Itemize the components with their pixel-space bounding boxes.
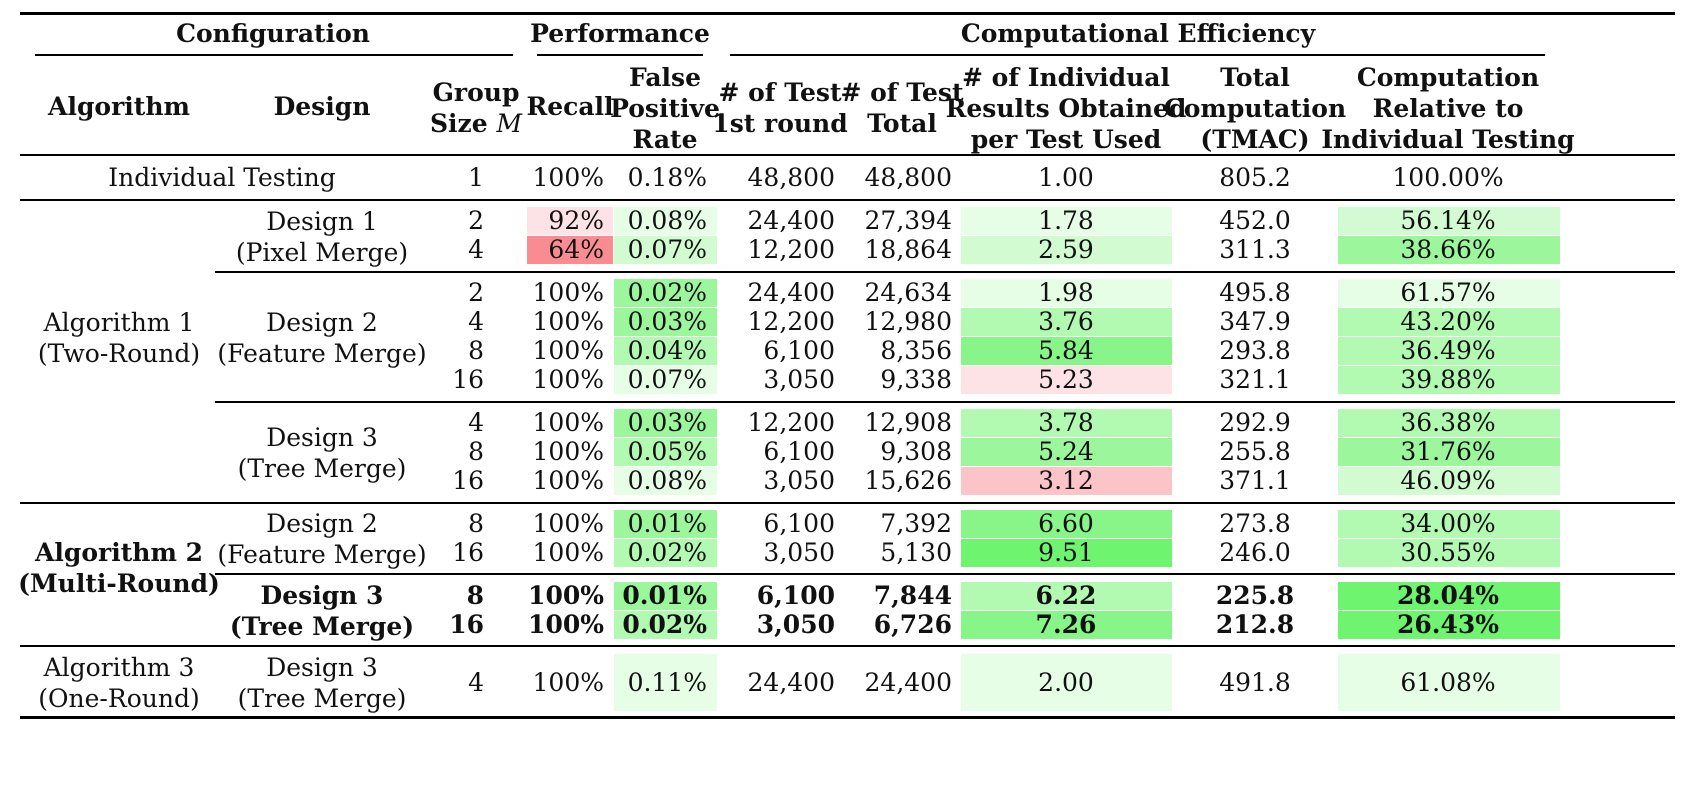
cell-rel: 39.88%	[1400, 365, 1496, 394]
cell-recall: 100%	[532, 437, 604, 466]
label-design-2-name: Design 2	[266, 308, 378, 337]
cell-per: 5.23	[1038, 365, 1094, 394]
cell-recall: 64%	[548, 235, 604, 264]
cell-rel: 46.09%	[1400, 466, 1496, 495]
cell-fpr: 0.04%	[627, 336, 707, 365]
cell-first: 6,100	[763, 336, 835, 365]
cell-total: 9,338	[880, 365, 952, 394]
label-alg2-design-3-sub: (Tree Merge)	[229, 612, 415, 641]
cell-M: 4	[468, 668, 484, 697]
cell-rel: 34.00%	[1400, 509, 1496, 538]
label-design-3	[238, 422, 407, 484]
cell-tmac: 321.1	[1219, 365, 1291, 394]
cell-fpr: 0.03%	[627, 307, 707, 336]
cell-recall: 100%	[532, 336, 604, 365]
cell-tmac: 495.8	[1219, 278, 1291, 307]
cell-tmac: 225.8	[1215, 581, 1295, 610]
cell-first: 3,050	[763, 466, 835, 495]
cell-first: 12,200	[747, 408, 835, 437]
label-alg3-design-3	[238, 652, 407, 714]
cell-total: 24,634	[864, 278, 952, 307]
label-alg3-design-3-name: Design 3	[266, 653, 378, 682]
cell-tmac: 311.3	[1219, 235, 1291, 264]
label-design-3-name: Design 3	[266, 423, 378, 452]
cell-fpr: 0.07%	[627, 235, 707, 264]
cell-tmac: 292.9	[1219, 408, 1291, 437]
cell-fpr: 0.05%	[627, 437, 707, 466]
cell-total: 18,864	[864, 235, 952, 264]
cell-tmac: 371.1	[1219, 466, 1291, 495]
header-total-computation	[1164, 62, 1346, 155]
header-tests-first-round	[712, 77, 847, 139]
cell-first: 3,050	[763, 365, 835, 394]
design2-bottom-rule	[215, 401, 1675, 403]
cell-first: 24,400	[747, 278, 835, 307]
cell-fpr: 0.02%	[627, 278, 707, 307]
cell-per: 2.59	[1038, 235, 1094, 264]
cell-tmac: 246.0	[1219, 538, 1291, 567]
header-relative-line3: Individual Testing	[1321, 125, 1575, 154]
label-design-3-sub: (Tree Merge)	[237, 454, 407, 483]
header-group-size	[430, 77, 522, 139]
cell-M: 1	[468, 163, 484, 192]
cell-M: 8	[468, 336, 484, 365]
cell-rel: 36.38%	[1400, 408, 1496, 437]
header-fpr-line1: False	[628, 63, 702, 92]
header-tests-first-line1: # of Test	[718, 78, 842, 107]
header-results-per-test	[946, 62, 1187, 155]
label-alg2-design-2	[217, 508, 426, 570]
header-total-comp-line3: (TMAC)	[1200, 125, 1310, 154]
header-efficiency: Computational Efficiency	[960, 19, 1316, 48]
cell-first: 6,100	[763, 437, 835, 466]
cell-fpr: 0.01%	[627, 509, 707, 538]
cell-fpr: 0.02%	[622, 610, 707, 639]
cell-per: 3.78	[1038, 408, 1094, 437]
cell-tmac: 293.8	[1219, 336, 1291, 365]
label-alg2-design-2-sub: (Feature Merge)	[217, 540, 427, 569]
cell-M: 16	[452, 365, 484, 394]
cell-tmac: 805.2	[1219, 163, 1291, 192]
cell-total: 15,626	[864, 466, 952, 495]
cell-per: 6.22	[1035, 581, 1097, 610]
cell-recall: 100%	[532, 509, 604, 538]
label-algorithm-2-sub: (Multi-Round)	[18, 569, 220, 598]
cell-tmac: 491.8	[1219, 668, 1291, 697]
cell-rel: 100.00%	[1392, 163, 1504, 192]
cell-per: 6.60	[1038, 509, 1094, 538]
header-fpr-line2: Positive	[610, 94, 720, 123]
cell-M: 16	[452, 466, 484, 495]
cell-per: 5.84	[1038, 336, 1094, 365]
cell-recall: 100%	[532, 163, 604, 192]
label-alg2-design-2-name: Design 2	[266, 509, 378, 538]
cell-per: 3.12	[1038, 466, 1094, 495]
cell-tmac: 255.8	[1219, 437, 1291, 466]
cell-recall: 100%	[528, 581, 604, 610]
cell-total: 27,394	[864, 206, 952, 235]
cell-M: 4	[468, 307, 484, 336]
cell-first: 6,100	[763, 509, 835, 538]
cell-per: 3.76	[1038, 307, 1094, 336]
cell-per: 7.26	[1035, 610, 1097, 639]
cell-fpr: 0.02%	[627, 538, 707, 567]
cell-total: 5,130	[880, 538, 952, 567]
cell-fpr: 0.07%	[627, 365, 707, 394]
cell-first: 12,200	[747, 235, 835, 264]
cell-rel: 56.14%	[1400, 206, 1496, 235]
cell-M: 2	[468, 206, 484, 235]
cell-M: 8	[466, 581, 484, 610]
cell-per: 9.51	[1038, 538, 1094, 567]
cell-rel: 36.49%	[1400, 336, 1496, 365]
cell-tmac: 347.9	[1219, 307, 1291, 336]
design1-bottom-rule	[215, 271, 1675, 273]
header-total-comp-line1: Total	[1220, 63, 1290, 92]
top-rule	[20, 12, 1675, 15]
cell-recall: 100%	[532, 538, 604, 567]
cell-per: 5.24	[1038, 437, 1094, 466]
cell-fpr: 0.01%	[622, 581, 707, 610]
cell-total: 9,308	[880, 437, 952, 466]
label-algorithm-2-name: Algorithm 2	[35, 538, 203, 567]
label-alg2-design-3	[230, 580, 414, 642]
cell-tmac: 212.8	[1215, 610, 1295, 639]
cell-recall: 92%	[548, 206, 604, 235]
cell-fpr: 0.03%	[627, 408, 707, 437]
bottom-rule	[20, 716, 1675, 719]
header-per-test-line3: per Test Used	[970, 125, 1162, 154]
cell-recall: 100%	[532, 365, 604, 394]
cell-fpr: 0.18%	[627, 163, 707, 192]
cell-per: 1.98	[1038, 278, 1094, 307]
cell-first: 3,050	[763, 538, 835, 567]
cell-recall: 100%	[532, 408, 604, 437]
header-relative-computation	[1321, 62, 1574, 155]
label-alg2-design-3-name: Design 3	[260, 581, 384, 610]
label-algorithm-3	[38, 652, 199, 714]
cell-per: 2.00	[1038, 668, 1094, 697]
algorithm2-bottom-rule	[20, 645, 1675, 647]
cell-first: 3,050	[756, 610, 835, 639]
cell-rel: 61.57%	[1400, 278, 1496, 307]
cell-per: 1.78	[1038, 206, 1094, 235]
header-total-comp-line2: Computation	[1163, 94, 1347, 123]
cell-M: 4	[468, 235, 484, 264]
cell-recall: 100%	[528, 610, 604, 639]
cell-rel: 38.66%	[1400, 235, 1496, 264]
label-design-2-sub: (Feature Merge)	[217, 339, 427, 368]
header-fpr	[610, 62, 720, 155]
individual-bottom-rule	[20, 199, 1675, 201]
label-algorithm-1	[38, 307, 200, 369]
cell-tmac: 452.0	[1219, 206, 1291, 235]
label-individual-testing: Individual Testing	[108, 163, 336, 192]
header-tests-total-line1: # of Test	[840, 78, 964, 107]
cell-total: 8,356	[880, 336, 952, 365]
header-fpr-line3: Rate	[632, 125, 698, 154]
cell-tmac: 273.8	[1219, 509, 1291, 538]
cell-recall: 100%	[532, 278, 604, 307]
cell-M: 2	[468, 278, 484, 307]
cell-M: 8	[468, 437, 484, 466]
config-group-rule	[35, 54, 513, 56]
label-alg3-design-3-sub: (Tree Merge)	[237, 684, 407, 713]
label-design-1-name: Design 1	[266, 207, 378, 236]
cell-rel: 30.55%	[1400, 538, 1496, 567]
efficiency-group-rule	[730, 54, 1545, 56]
cell-M: 8	[468, 509, 484, 538]
label-design-1-sub: (Pixel Merge)	[235, 238, 409, 267]
label-algorithm-2	[18, 537, 220, 599]
cell-first: 12,200	[747, 307, 835, 336]
label-algorithm-1-sub: (Two-Round)	[37, 339, 201, 368]
header-configuration: Configuration	[176, 19, 370, 48]
header-tests-total-line2: Total	[867, 109, 937, 138]
cell-rel: 28.04%	[1396, 581, 1500, 610]
cell-per: 1.00	[1038, 163, 1094, 192]
label-design-2	[217, 307, 426, 369]
header-relative-line2: Relative to	[1372, 94, 1524, 123]
cell-total: 7,844	[873, 581, 952, 610]
cell-rel: 26.43%	[1396, 610, 1500, 639]
header-performance: Performance	[530, 19, 710, 48]
cell-total: 6,726	[873, 610, 952, 639]
header-design: Design	[273, 92, 371, 121]
cell-total: 7,392	[880, 509, 952, 538]
cell-M: 4	[468, 408, 484, 437]
cell-fpr: 0.11%	[627, 668, 707, 697]
cell-rel: 61.08%	[1400, 668, 1496, 697]
header-relative-line1: Computation	[1356, 63, 1540, 92]
cell-rel: 31.76%	[1400, 437, 1496, 466]
header-per-test-line1: # of Individual	[961, 63, 1171, 92]
cell-first: 24,400	[747, 206, 835, 235]
cell-fpr: 0.08%	[627, 466, 707, 495]
alg2-design2-bottom-rule	[215, 573, 1675, 575]
label-design-1	[236, 206, 408, 268]
label-algorithm-3-name: Algorithm 3	[43, 653, 195, 682]
header-group-size-line2: Size M	[430, 109, 522, 138]
cell-total: 12,908	[864, 408, 952, 437]
cell-fpr: 0.08%	[627, 206, 707, 235]
cell-first: 48,800	[747, 163, 835, 192]
cell-total: 48,800	[864, 163, 952, 192]
header-group-size-line1: Group	[432, 78, 520, 107]
performance-group-rule	[537, 54, 703, 56]
header-recall: Recall	[526, 92, 614, 121]
cell-M: 16	[449, 610, 484, 639]
cell-M: 16	[452, 538, 484, 567]
cell-rel: 43.20%	[1400, 307, 1496, 336]
cell-recall: 100%	[532, 668, 604, 697]
label-algorithm-3-sub: (One-Round)	[38, 684, 200, 713]
header-per-test-line2: Results Obtained	[945, 94, 1187, 123]
algorithm1-bottom-rule	[20, 502, 1675, 504]
label-algorithm-1-name: Algorithm 1	[43, 308, 195, 337]
cell-first: 6,100	[756, 581, 835, 610]
cell-first: 24,400	[747, 668, 835, 697]
header-tests-first-line2: 1st round	[712, 109, 848, 138]
cell-recall: 100%	[532, 307, 604, 336]
cell-total: 24,400	[864, 668, 952, 697]
header-algorithm: Algorithm	[48, 92, 190, 121]
cell-recall: 100%	[532, 466, 604, 495]
cell-total: 12,980	[864, 307, 952, 336]
